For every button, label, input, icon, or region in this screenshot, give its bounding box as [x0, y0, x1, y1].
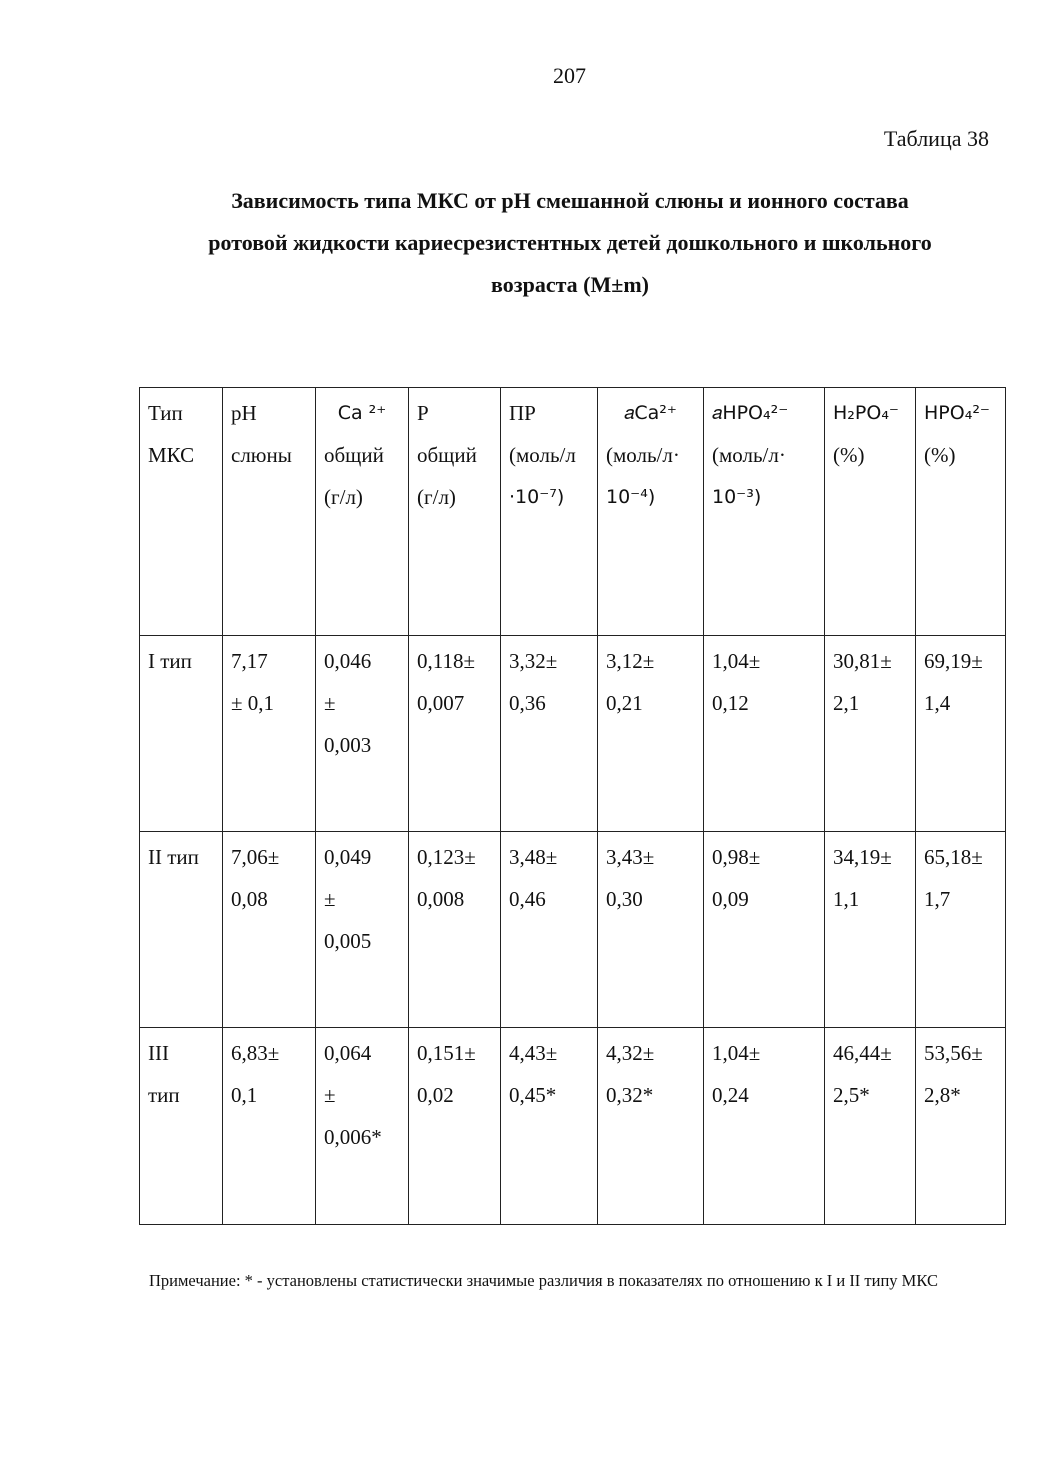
cell-text: 30,81±	[833, 649, 892, 673]
header-text: (моль/л	[509, 443, 576, 467]
title-line: Зависимость типа МКС от рН смешанной слюны и ионного состава	[231, 188, 909, 213]
header-text: Тип	[148, 401, 183, 425]
cell-text: 0,32*	[606, 1083, 654, 1107]
header-cell-aca	[598, 388, 704, 636]
cell-text: 0,118±	[417, 649, 475, 673]
header-cell-p	[409, 388, 501, 636]
table-cell	[223, 832, 316, 1028]
table-cell	[316, 636, 409, 832]
cell-text: 3,32±	[509, 649, 558, 673]
header-text: 𝑎Ca²⁺	[624, 402, 677, 424]
table-cell	[501, 1028, 598, 1225]
table-cell	[223, 636, 316, 832]
table-cell	[140, 832, 223, 1028]
cell-text: ±	[324, 691, 336, 715]
cell-text: 0,36	[509, 691, 546, 715]
header-cell-hpo4	[916, 388, 1006, 636]
cell-text: 4,43±	[509, 1041, 558, 1065]
header-text: (г/л)	[417, 485, 456, 509]
table-cell	[140, 1028, 223, 1225]
table-cell	[501, 636, 598, 832]
cell-text: 0,08	[231, 887, 268, 911]
cell-text: 0,049	[324, 845, 372, 869]
title-line: возраста (M±m)	[491, 272, 649, 297]
table-cell	[916, 832, 1006, 1028]
table-row	[140, 832, 1006, 1028]
cell-text: 0,02	[417, 1083, 454, 1107]
cell-text: 0,008	[417, 887, 465, 911]
cell-text: 0,003	[324, 733, 372, 757]
table-cell	[598, 1028, 704, 1225]
cell-text: 0,046	[324, 649, 372, 673]
header-cell-pr	[501, 388, 598, 636]
table-cell	[409, 636, 501, 832]
cell-text: 1,4	[924, 691, 951, 715]
cell-text: 0,45*	[509, 1083, 557, 1107]
table-cell	[825, 636, 916, 832]
header-text: (моль/л·	[606, 443, 680, 467]
table-cell	[598, 636, 704, 832]
header-text: 10⁻³)	[712, 486, 762, 508]
data-table	[139, 387, 1006, 1225]
cell-text: 1,7	[924, 887, 951, 911]
header-cell-ahpo4	[704, 388, 825, 636]
table-cell	[916, 1028, 1006, 1225]
cell-text: 0,064	[324, 1041, 372, 1065]
cell-text: 0,1	[231, 1083, 258, 1107]
cell-text: 0,151±	[417, 1041, 476, 1065]
header-text: H₂PO₄⁻	[833, 402, 899, 424]
cell-text: 0,123±	[417, 845, 476, 869]
cell-text: 0,21	[606, 691, 643, 715]
cell-text: 0,24	[712, 1083, 749, 1107]
table-cell	[825, 1028, 916, 1225]
header-text: (г/л)	[324, 485, 363, 509]
cell-text: ±	[324, 887, 336, 911]
cell-text: 4,32±	[606, 1041, 655, 1065]
table-cell	[704, 1028, 825, 1225]
cell-text: 2,1	[833, 691, 860, 715]
cell-text: 34,19±	[833, 845, 892, 869]
cell-text: 1,04±	[712, 1041, 761, 1065]
cell-text: 0,006*	[324, 1125, 382, 1149]
cell-text: 0,30	[606, 887, 643, 911]
cell-text: III	[148, 1041, 169, 1065]
cell-text: 2,5*	[833, 1083, 870, 1107]
cell-text: 0,46	[509, 887, 546, 911]
header-cell-h2po4	[825, 388, 916, 636]
table-cell	[598, 832, 704, 1028]
cell-text: 46,44±	[833, 1041, 892, 1065]
header-text: общий	[417, 443, 477, 467]
cell-text: 0,98±	[712, 845, 761, 869]
table-cell	[916, 636, 1006, 832]
cell-text: 3,12±	[606, 649, 655, 673]
table-cell	[704, 832, 825, 1028]
page-number: 207	[553, 63, 586, 88]
header-text: (моль/л·	[712, 443, 786, 467]
cell-text: 6,83±	[231, 1041, 280, 1065]
table-cell	[316, 832, 409, 1028]
header-row	[140, 388, 1006, 636]
cell-text: 0,007	[417, 691, 465, 715]
header-cell-ph	[223, 388, 316, 636]
header-text: 10⁻⁴)	[606, 486, 656, 508]
cell-text: 2,8*	[924, 1083, 961, 1107]
table-note: Примечание: * - установлены статистически значимые различия в показателях по отношению к I и II типу МКС	[149, 1271, 938, 1290]
cell-text: II тип	[148, 845, 199, 869]
header-text: ·10⁻⁷)	[509, 486, 565, 508]
table-cell	[316, 1028, 409, 1225]
header-text: ПР	[509, 401, 536, 425]
cell-text: 1,04±	[712, 649, 761, 673]
header-cell-ca	[316, 388, 409, 636]
cell-text: 0,005	[324, 929, 372, 953]
cell-text: ± 0,1	[231, 691, 275, 715]
header-text: общий	[324, 443, 384, 467]
cell-text: 65,18±	[924, 845, 983, 869]
cell-text: 1,1	[833, 887, 860, 911]
cell-text: ±	[324, 1083, 336, 1107]
header-text: Ca ²⁺	[337, 402, 387, 424]
table-label: Таблица 38	[883, 126, 989, 151]
header-text: 𝑎HPO₄²⁻	[712, 402, 789, 424]
header-text: МКС	[148, 443, 195, 467]
table-cell	[825, 832, 916, 1028]
header-text: HPO₄²⁻	[924, 402, 990, 424]
cell-text: I тип	[148, 649, 192, 673]
header-text: (%)	[924, 443, 956, 467]
header-cell-type	[140, 388, 223, 636]
table-cell	[409, 1028, 501, 1225]
cell-text: 69,19±	[924, 649, 983, 673]
table-row	[140, 1028, 1006, 1225]
cell-text: 0,12	[712, 691, 749, 715]
table-cell	[409, 832, 501, 1028]
table-cell	[223, 1028, 316, 1225]
header-text: слюны	[231, 443, 292, 467]
table-cell	[501, 832, 598, 1028]
cell-text: 3,48±	[509, 845, 558, 869]
cell-text: 0,09	[712, 887, 749, 911]
table-title	[140, 180, 1000, 306]
cell-text: тип	[148, 1083, 180, 1107]
table-row	[140, 636, 1006, 832]
header-text: Р	[417, 401, 429, 425]
cell-text: 53,56±	[924, 1041, 983, 1065]
cell-text: 3,43±	[606, 845, 655, 869]
table-cell	[704, 636, 825, 832]
cell-text: 7,17	[231, 649, 268, 673]
header-text: (%)	[833, 443, 865, 467]
table-cell	[140, 636, 223, 832]
cell-text: 7,06±	[231, 845, 280, 869]
title-line: ротовой жидкости кариесрезистентных детей дошкольного и школьного	[208, 230, 932, 255]
header-text: рН	[231, 401, 257, 425]
